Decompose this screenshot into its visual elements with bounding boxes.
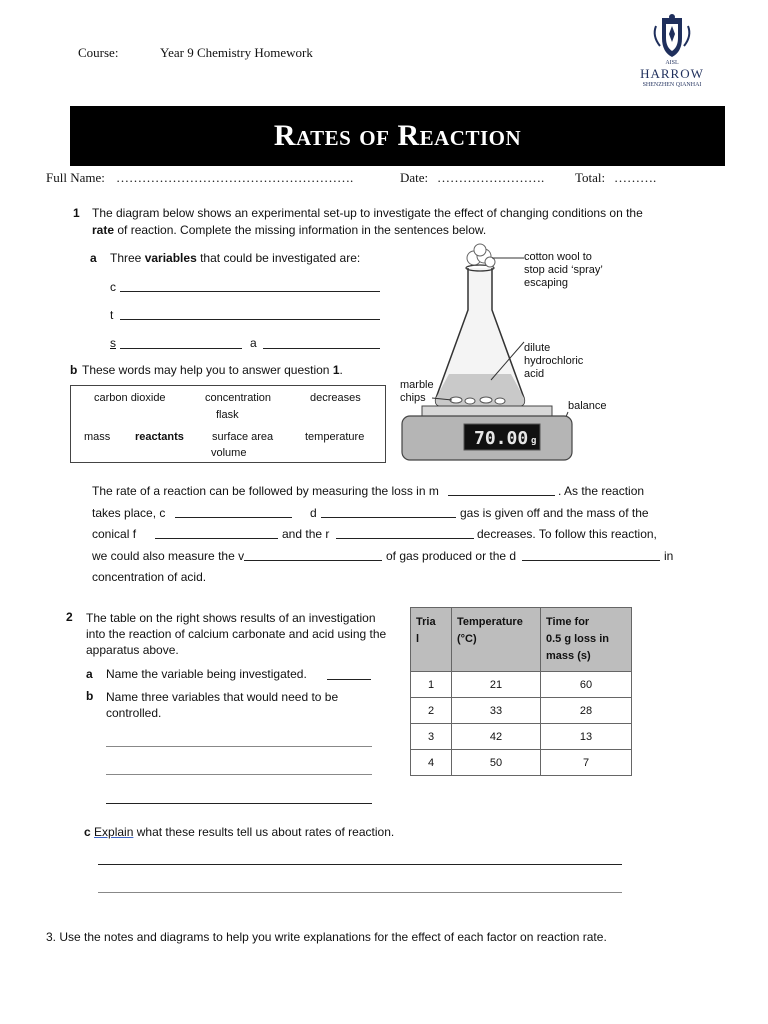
page-title: Rates of Reaction [273,119,522,152]
para-l2a: takes place, c [92,506,166,520]
table-cell: 60 [541,672,632,698]
word-volume: volume [211,447,247,459]
blank-a-line[interactable] [263,348,380,349]
table-cell: 3 [411,724,452,750]
q2-intro [86,610,386,658]
q1a-label: a [90,251,97,265]
q1-intro-line2 [92,223,486,237]
q2b-text [106,689,338,721]
table-cell: 13 [541,724,632,750]
marble-label [400,379,434,405]
balance-label: balance [568,400,607,412]
para-l4c: in [664,549,674,563]
q3-text: 3. Use the notes and diagrams to help you write explanations for the effect of each factor on reaction rate. [46,930,607,944]
total-label: Total: [575,170,606,185]
logo-subtext: SHENZHEN QIANHAI [642,82,702,88]
q2-intro-l1: The table on the right shows results of an investigation [86,611,376,625]
acid-label-l3: acid [524,368,545,380]
col-time-header: Time for 0.5 g loss in mass (s) [541,608,632,672]
q2c-explain: Explain [94,825,134,839]
acid-label-l1: dilute [524,342,551,354]
table-cell: 50 [452,750,541,776]
table-cell: 1 [411,672,452,698]
blank-c-line[interactable] [120,291,380,292]
q2b-answer-line-3[interactable] [106,803,372,804]
q1b-text [82,363,343,377]
course-value: Year 9 Chemistry Homework [160,45,313,60]
word-concentration: concentration [205,392,272,404]
date-field[interactable]: ……………………. [437,170,545,185]
para-l3b: and the r [282,527,330,541]
para-l4b: of gas produced or the d [386,549,517,563]
q1b-label: b [70,363,78,377]
blank-c-label: c [110,280,116,294]
table-cell: 28 [541,698,632,724]
word-decreases: decreases [310,392,361,404]
para-l3c: decreases. To follow this reaction, [477,527,657,541]
q1-intro-line1: The diagram below shows an experimental set-up to investigate the effect of changing conditions on the [92,206,643,220]
school-logo [622,12,722,94]
para-l4a: we could also measure the v [92,549,245,563]
blank-s-label: s [110,336,116,350]
q2c-answer-line-1[interactable] [98,864,622,865]
total-field[interactable]: ………. [614,170,657,185]
para-l1a: The rate of a reaction can be followed by measuring the loss in m [92,484,439,498]
blank-t-label: t [110,308,114,322]
q2a-answer-line[interactable] [327,679,371,680]
q1b-num: 1 [332,363,340,377]
table-cell: 2 [411,698,452,724]
marble-label-l2: chips [400,392,426,404]
blank-a-label: a [250,336,257,350]
q1b-dot: . [339,363,343,377]
col-temperature-header: Temperature (°C) [452,608,541,672]
q2-intro-l3: apparatus above. [86,643,179,657]
word-flask: flask [216,409,239,421]
q2b-answer-line-1[interactable] [106,746,372,747]
cotton-label-l1: cotton wool to [524,251,592,263]
q2c-rest: what these results tell us about rates of reaction. [136,825,395,839]
q1b-text-main: These words may help you to answer question [82,363,330,377]
q1a-variables-bold: variables [144,251,197,265]
q2c-label: c [84,825,91,839]
logo-text: HARROW [640,66,704,81]
blank-flask-line[interactable] [155,538,278,539]
table-row [411,672,632,698]
table-cell: 7 [541,750,632,776]
q2c-text [84,825,394,839]
full-name-label: Full Name: [46,170,105,185]
blank-v-line[interactable] [244,560,382,561]
table-cell: 21 [452,672,541,698]
blank-t-line[interactable] [120,319,380,320]
balance-unit: g [531,436,537,446]
cotton-label-l2: stop acid ‘spray’ [524,264,603,276]
word-mass: mass [84,431,111,443]
table-cell: 4 [411,750,452,776]
q1-intro-rest: of reaction. Complete the missing information in the sentences below. [117,223,487,237]
blank-s-line[interactable] [120,348,242,349]
q1a-text-1: Three [110,251,142,265]
word-temperature: temperature [305,431,365,443]
table-cell: 42 [452,724,541,750]
acid-label [524,342,583,381]
q2a-label: a [86,667,93,681]
table-row [411,750,632,776]
logo-top-text: AISL [665,60,679,66]
results-table [410,607,632,776]
cotton-wool-label [524,251,603,290]
q2b-text-l2: controlled. [106,706,162,720]
para-l1b: . As the reaction [558,484,645,498]
blank-d2-line[interactable] [522,560,660,561]
crest-icon [622,12,722,62]
table-row [411,724,632,750]
apparatus-diagram [396,240,726,470]
q1a-text-2: that could be investigated are: [200,251,361,265]
q2a-text: Name the variable being investigated. [106,667,307,681]
title-banner [70,106,725,166]
q2b-text-l1: Name three variables that would need to be [106,690,339,704]
blank-mass-line[interactable] [448,495,555,496]
table-row [411,698,632,724]
q2-number: 2 [66,610,73,624]
q2b-label: b [86,689,94,703]
blank-r-line[interactable] [336,538,474,539]
blank-d-line[interactable] [321,517,456,518]
balance-reading: 70.00 [474,428,529,449]
word-carbon-dioxide: carbon dioxide [94,392,166,404]
date-label: Date: [400,170,429,185]
full-name-field[interactable]: ………………………………………………. [116,170,354,185]
q2c-answer-line-2[interactable] [98,892,622,893]
para-l2c: gas is given off and the mass of the [460,506,649,520]
q1-number: 1 [73,206,80,220]
q2b-answer-line-2[interactable] [106,774,372,775]
course-label: Course: [78,45,119,60]
word-reactants: reactants [135,431,184,443]
cotton-label-l3: escaping [524,277,569,289]
blank-c2-line[interactable] [175,517,292,518]
word-surface-area: surface area [212,431,274,443]
col-trial-header: Tria l [411,608,452,672]
para-l5: concentration of acid. [92,570,207,584]
q1a-text [110,251,360,265]
table-cell: 33 [452,698,541,724]
table-header-row [411,608,632,672]
para-l3a: conical f [92,527,137,541]
para-l2b: d [310,506,317,520]
marble-label-l1: marble [400,379,434,391]
q2-intro-l2: into the reaction of calcium carbonate and acid using the [86,627,387,641]
acid-label-l2: hydrochloric [524,355,584,367]
q1-rate-bold: rate [92,223,115,237]
